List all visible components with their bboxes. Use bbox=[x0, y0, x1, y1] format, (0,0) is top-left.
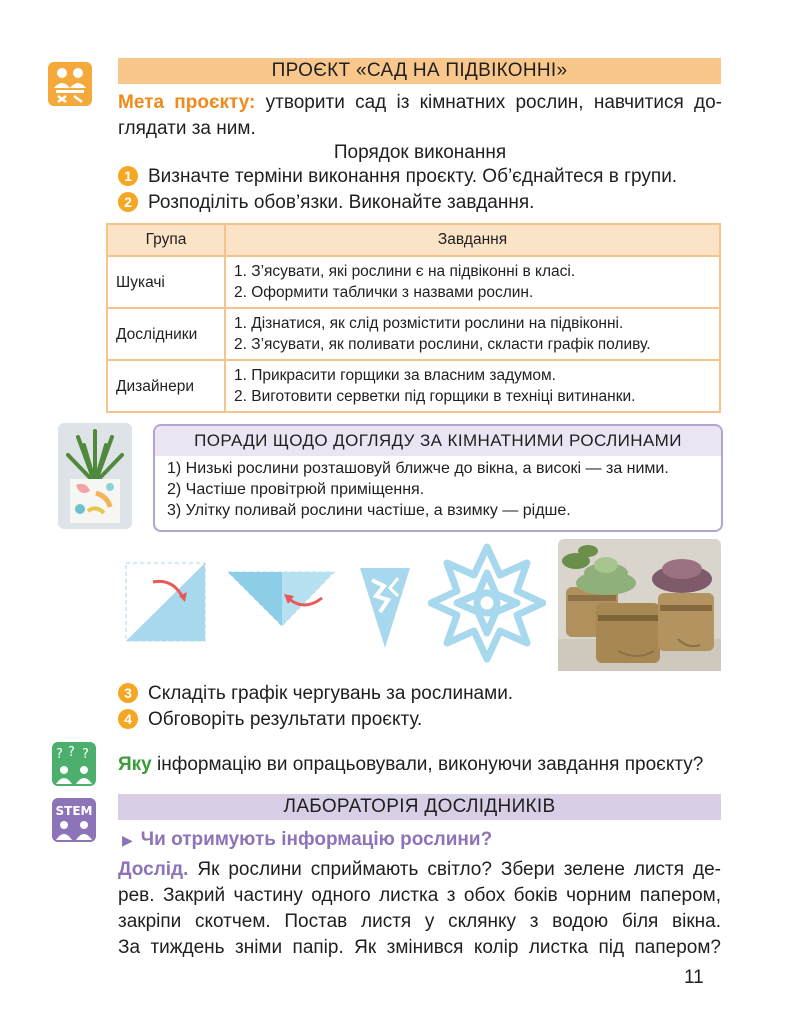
group-project-icon bbox=[48, 62, 92, 106]
step-number: 4 bbox=[118, 709, 138, 729]
project-title: ПРОЄКТ «САД НА ПІДВІКОННІ» bbox=[118, 58, 721, 84]
page-number: 11 bbox=[684, 967, 704, 988]
svg-text:?: ? bbox=[68, 745, 75, 760]
triangle-bullet-icon: ▶ bbox=[122, 832, 133, 848]
svg-text:?: ? bbox=[82, 747, 89, 762]
tip-item: 1) Низькі рослини розташовуй ближче до вікна, а високі — за ними. bbox=[167, 460, 669, 477]
succulents-photo bbox=[558, 539, 721, 671]
experiment-line: закріпи скотчем. Постав листя у склянку з водою біля вікна. bbox=[118, 911, 721, 932]
table-header-row bbox=[107, 224, 720, 256]
stem-icon bbox=[52, 798, 96, 842]
question-highlight: Яку bbox=[118, 754, 152, 775]
succulent-pot-image bbox=[58, 423, 132, 529]
care-tips-list bbox=[155, 456, 721, 523]
group-name: Дизайнери bbox=[107, 360, 225, 412]
header-group: Група bbox=[107, 224, 225, 256]
lab-title: ЛАБОРАТОРІЯ ДОСЛІДНИКІВ bbox=[118, 794, 721, 820]
tip-item: 2) Частіше провітрюй приміщення. bbox=[167, 481, 425, 498]
svg-text:?: ? bbox=[56, 747, 63, 762]
step-number: 1 bbox=[118, 166, 138, 186]
task: 2. Оформити таблички з назвами рослин. bbox=[234, 284, 534, 301]
experiment-text bbox=[118, 857, 721, 961]
experiment-line: рев. Закрий частину одного листка з обох боків чорним папером, bbox=[118, 885, 721, 906]
step-text: Розподіліть обов’язки. Виконайте завдання. bbox=[148, 192, 535, 213]
care-tips-box bbox=[153, 424, 723, 532]
goal-line-2: глядати за ним. bbox=[118, 118, 256, 139]
tip-item: 3) Улітку поливай рослини частіше, а взимку — рідше. bbox=[167, 502, 571, 519]
group-name: Дослідники bbox=[107, 308, 225, 360]
header-tasks: Завдання bbox=[225, 224, 720, 256]
goal-label: Мета проєкту: bbox=[118, 92, 256, 113]
step-text: Обговоріть результати проєкту. bbox=[148, 709, 423, 730]
goal-line-1: утворити сад із кімнатних рослин, навчитися до- bbox=[265, 92, 723, 113]
tasks-table bbox=[106, 223, 721, 413]
step-2 bbox=[118, 190, 534, 216]
task: 1. Прикрасити горщики за власним задумом. bbox=[234, 367, 556, 384]
task: 1. З’ясувати, які рослини є на підвіконні в класі. bbox=[234, 263, 576, 280]
group-tasks bbox=[225, 308, 720, 360]
lab-subtitle bbox=[122, 827, 492, 853]
step-text: Складіть графік чергувань за рослинами. bbox=[148, 683, 514, 704]
paper-snowflake-image bbox=[428, 542, 546, 664]
experiment-line: За тиждень зніми папір. Як змінився колір листка під папером? bbox=[118, 937, 721, 958]
project-goal bbox=[118, 90, 722, 142]
table-row bbox=[107, 360, 720, 412]
order-title: Порядок виконання bbox=[333, 142, 507, 163]
experiment-label: Дослід. bbox=[118, 859, 189, 880]
question-text: інформацію ви опрацьовували, виконуючи завдання проєкту? bbox=[157, 754, 704, 775]
care-tips-title: ПОРАДИ ЩОДО ДОГЛЯДУ ЗА КІМНАТНИМИ РОСЛИНАМИ bbox=[155, 426, 721, 456]
group-tasks bbox=[225, 360, 720, 412]
discussion-icon bbox=[52, 742, 96, 786]
discussion-question bbox=[118, 752, 703, 778]
step-1 bbox=[118, 164, 677, 190]
step-4 bbox=[118, 707, 422, 733]
group-tasks bbox=[225, 256, 720, 308]
task: 2. З’ясувати, як поливати рослини, скласти графік поливу. bbox=[234, 336, 651, 353]
step-text: Визначте терміни виконання проєкту. Об’єднайтеся в групи. bbox=[148, 166, 678, 187]
lab-subtitle-text: Чи отримують інформацію рослини? bbox=[140, 829, 493, 850]
task: 2. Виготовити серветки під горщики в техніці витинанки. bbox=[234, 388, 636, 405]
table-row bbox=[107, 256, 720, 308]
fold-step-2-image bbox=[226, 562, 338, 628]
step-number: 3 bbox=[118, 683, 138, 703]
experiment-line: Як рослини сприймають світло? Збери зелене листя де- bbox=[197, 859, 721, 880]
fold-step-1-image bbox=[125, 562, 207, 642]
step-3 bbox=[118, 681, 513, 707]
task: 1. Дізнатися, як слід розмістити рослини на підвіконні. bbox=[234, 315, 624, 332]
table-row bbox=[107, 308, 720, 360]
stem-label: STEM bbox=[55, 804, 93, 818]
step-number: 2 bbox=[118, 192, 138, 212]
fold-step-3-image bbox=[358, 566, 412, 650]
group-name: Шукачі bbox=[107, 256, 225, 308]
